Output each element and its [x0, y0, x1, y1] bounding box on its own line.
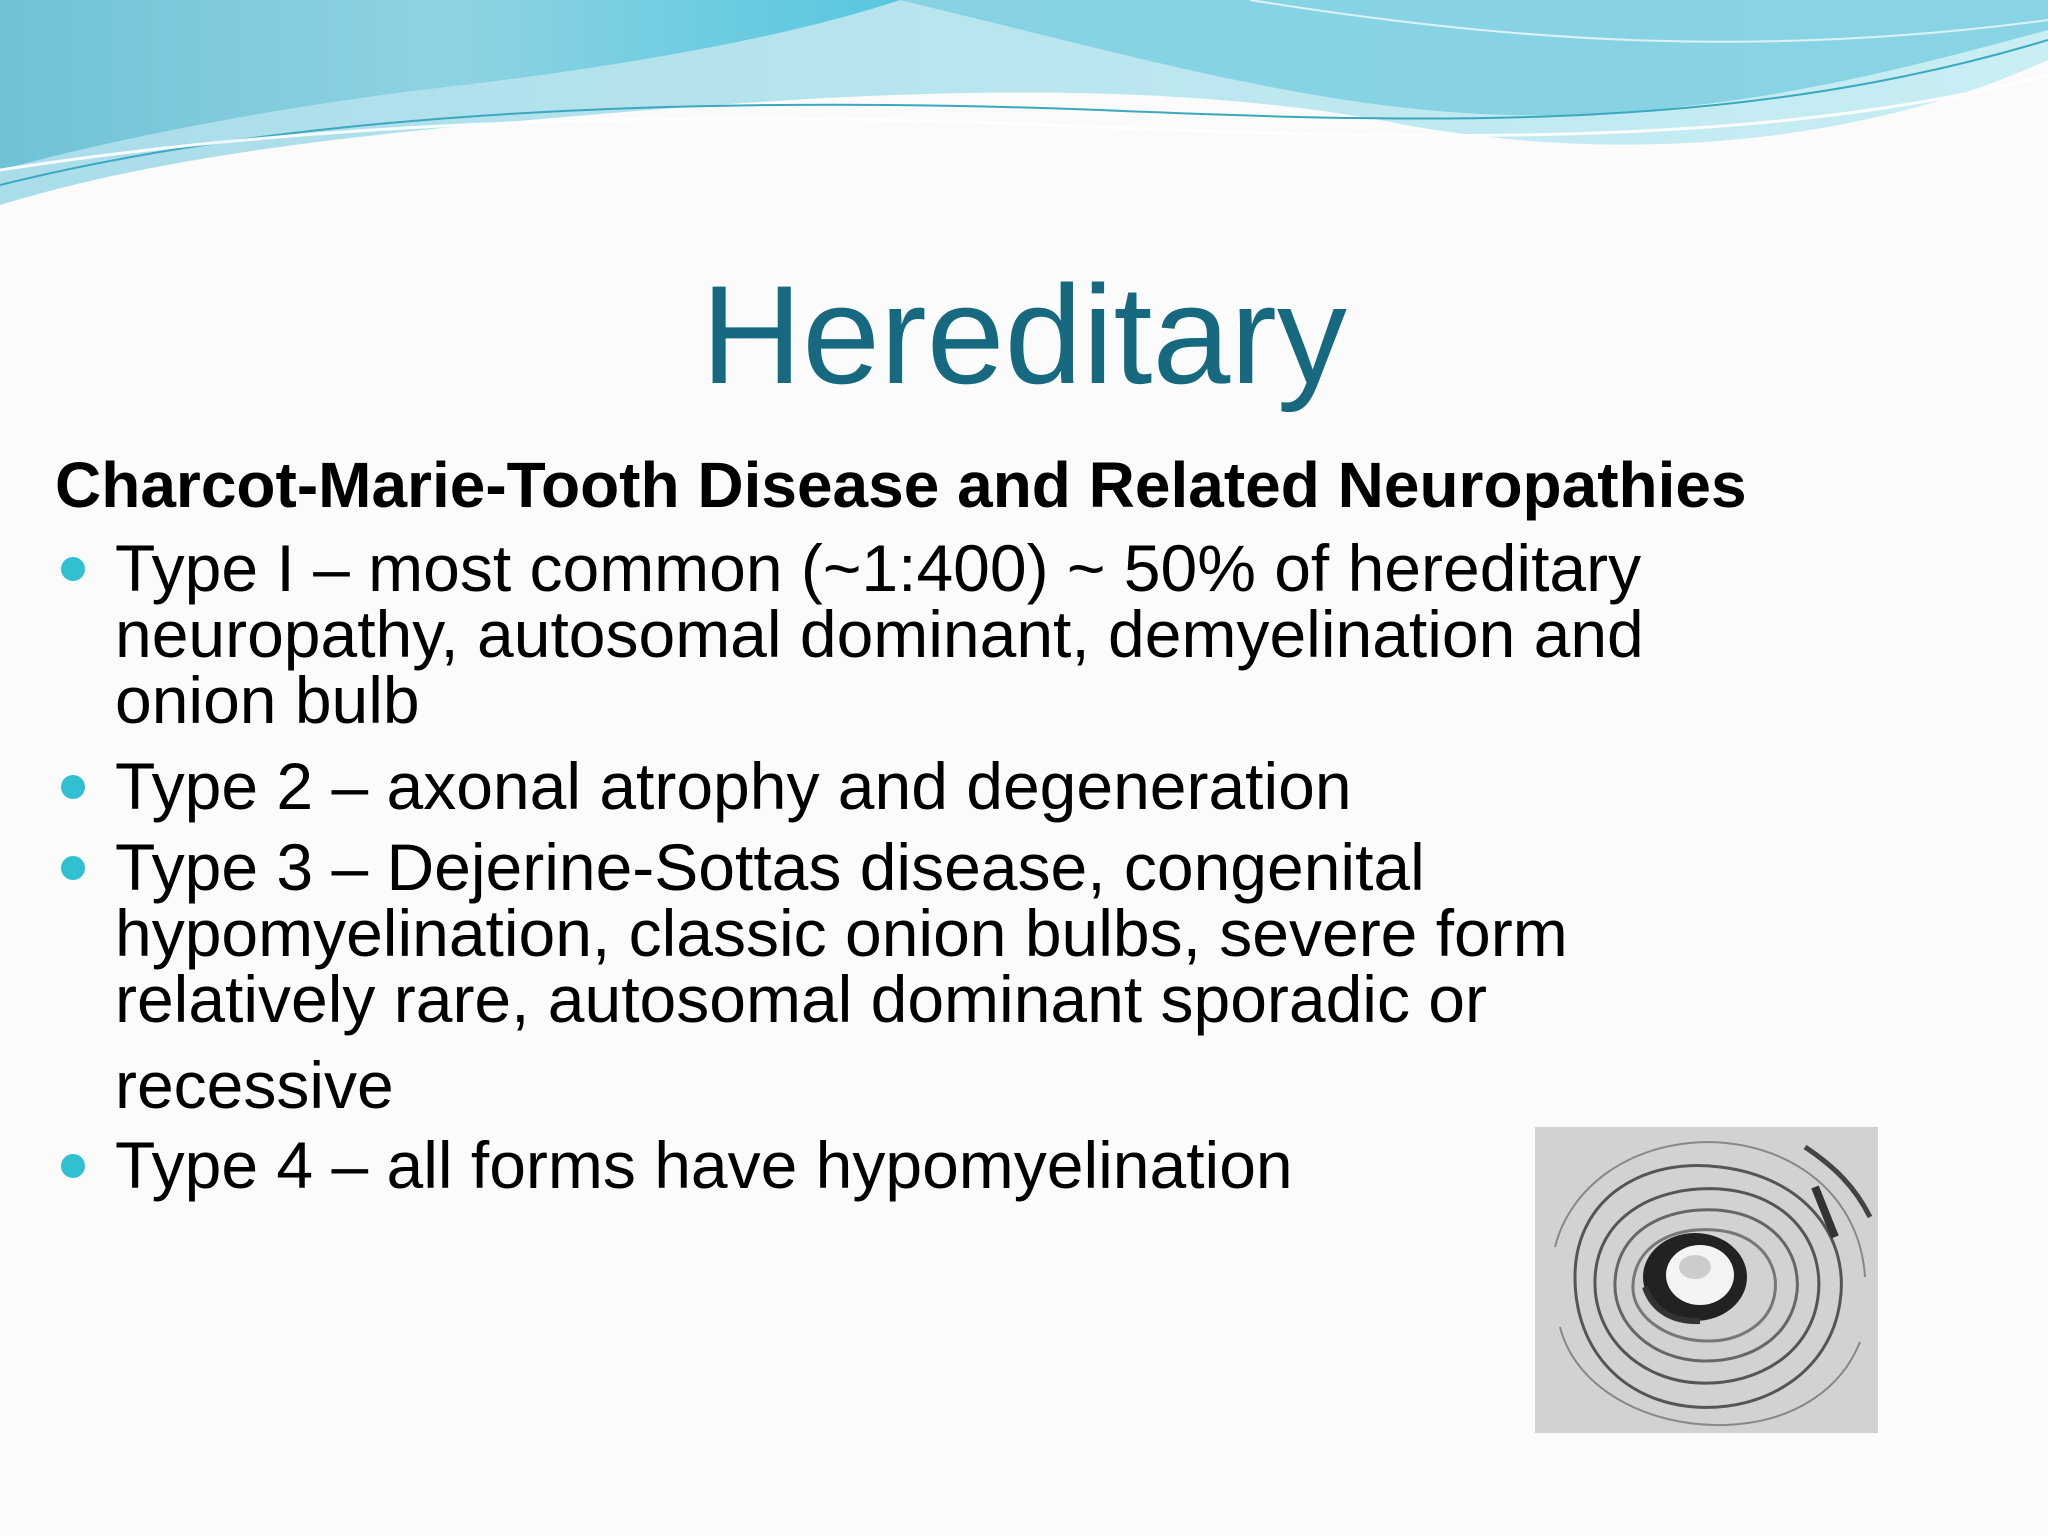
bullet-item-type-2 [55, 749, 1895, 823]
bullet-dot-icon [61, 1154, 85, 1178]
slide-title: Hereditary [701, 256, 1347, 413]
bullet-item-type-3 [55, 830, 1895, 1122]
bullet-dot-icon [61, 856, 85, 880]
bullet-line: Type 3 – Dejerine-Sottas disease, congenital [115, 830, 1425, 904]
bullet-dot-icon [61, 557, 85, 581]
onion-bulb-micrograph [1535, 1127, 1878, 1433]
bullet-list [55, 531, 1895, 1202]
bullet-line: Type 2 – axonal atrophy and degeneration [115, 749, 1352, 823]
header-wave-decoration [0, 0, 2048, 240]
bullet-line: Type 4 – all forms have hypomyelination [115, 1128, 1293, 1202]
bullet-line: Type I – most common (~1:400) ~ 50% of hereditary [115, 531, 1642, 605]
bullet-line: neuropathy, autosomal dominant, demyelination and [115, 597, 1644, 671]
bullet-line: recessive [115, 1048, 394, 1122]
slide-subheading: Charcot-Marie-Tooth Disease and Related Neuropathies [55, 449, 1747, 521]
bullet-line: onion bulb [115, 663, 420, 737]
bullet-line: hypomyelination, classic onion bulbs, severe form [115, 896, 1568, 970]
bullet-dot-icon [61, 775, 85, 799]
bullet-item-type-1 [55, 531, 1895, 737]
bullet-line: relatively rare, autosomal dominant sporadic or [115, 962, 1487, 1036]
